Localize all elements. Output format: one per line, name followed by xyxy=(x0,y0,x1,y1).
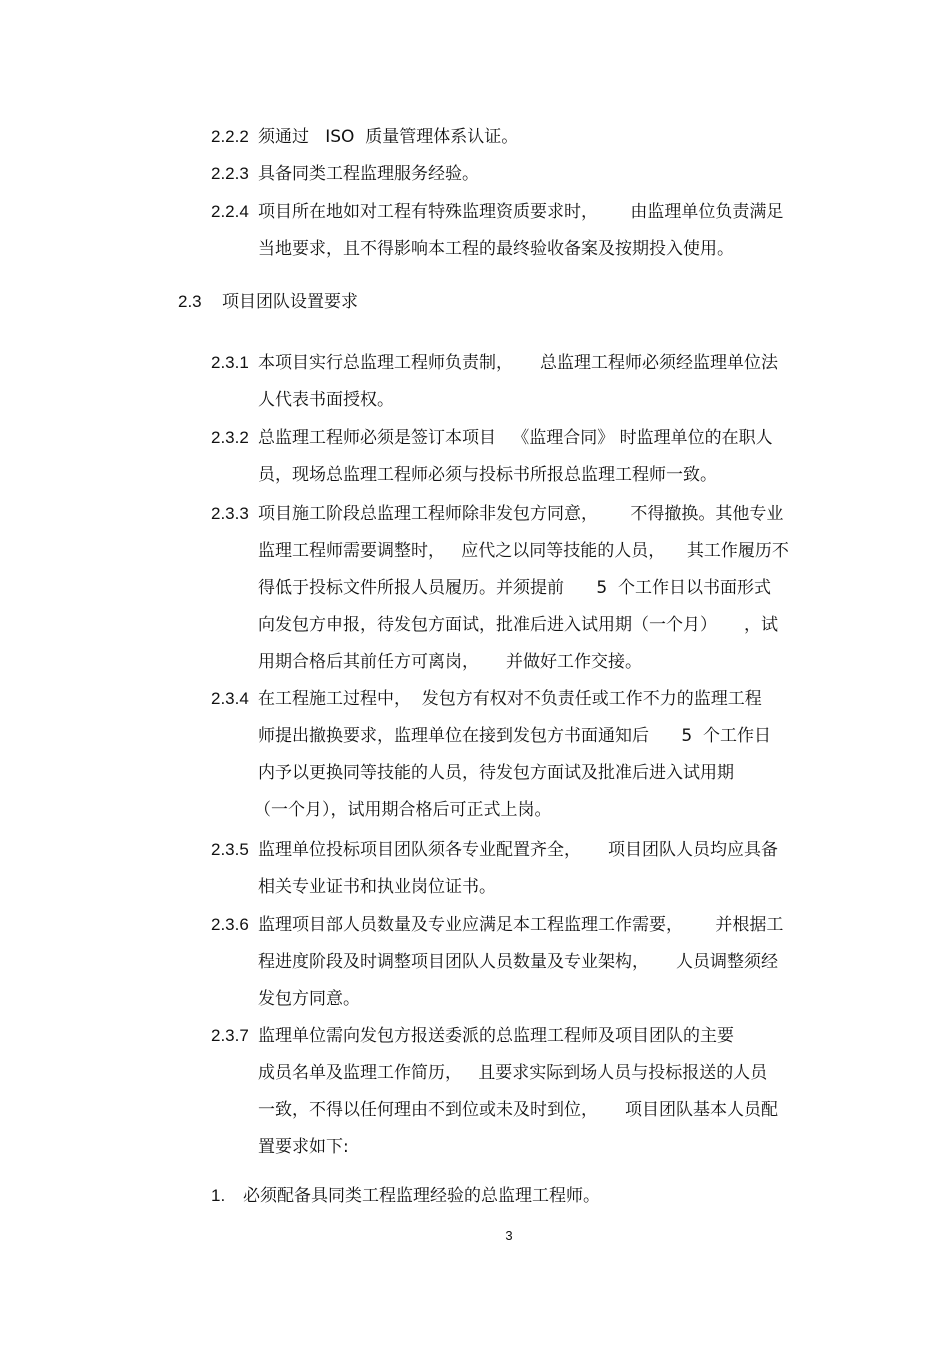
clause-number: 2.2.2 xyxy=(211,127,249,146)
clause-number: 2.3.5 xyxy=(211,840,249,859)
clause-line: 师提出撤换要求，监理单位在接到发包方书面通知后 5 个工作日 xyxy=(258,726,772,746)
clause-line: 在工程施工过程中， 发包方有权对不负责任或工作不力的监理工程 xyxy=(258,689,762,709)
clause-number: 2.3.3 xyxy=(211,504,249,523)
list-line: 必须配备具同类工程监理经验的总监理工程师。 xyxy=(243,1186,600,1206)
clause-line: 置要求如下: xyxy=(258,1137,349,1157)
clause-line: 监理工程师需要调整时， 应代之以同等技能的人员， 其工作履历不 xyxy=(258,541,789,561)
clause-number: 2.3.2 xyxy=(211,428,249,447)
section-title: 项目团队设置要求 xyxy=(222,292,358,312)
clause-line: 程进度阶段及时调整项目团队人员数量及专业架构， 人员调整须经 xyxy=(258,952,779,972)
clause-line: 项目施工阶段总监理工程师除非发包方同意， 不得撤换。其他专业 xyxy=(258,504,784,524)
clause-line: （一个月），试用期合格后可正式上岗。 xyxy=(254,800,552,820)
clause-line: 监理项目部人员数量及专业应满足本工程监理工作需要， 并根据工 xyxy=(258,915,784,935)
clause-number: 2.3.4 xyxy=(211,689,249,708)
clause-number: 2.2.4 xyxy=(211,202,249,221)
clause-line: 当地要求，且不得影响本工程的最终验收备案及按期投入使用。 xyxy=(258,239,734,259)
clause-line: 具备同类工程监理服务经验。 xyxy=(258,164,479,184)
page-number: 3 xyxy=(505,1228,513,1243)
list-number: 1. xyxy=(211,1186,226,1205)
clause-line: 得低于投标文件所报人员履历。并须提前 5 个工作日以书面形式 xyxy=(258,578,772,598)
clause-line: 一致，不得以任何理由不到位或未及时到位， 项目团队基本人员配 xyxy=(258,1100,779,1120)
clause-line: 须通过 ISO 质量管理体系认证。 xyxy=(258,127,519,147)
clause-line: 相关专业证书和执业岗位证书。 xyxy=(258,877,496,897)
clause-line: 用期合格后其前任方可离岗， 并做好工作交接。 xyxy=(258,652,643,672)
clause-line: 向发包方申报，待发包方面试，批准后进入试用期（一个月） ，试 xyxy=(258,615,779,635)
clause-line: 成员名单及监理工作简历， 且要求实际到场人员与投标报送的人员 xyxy=(258,1063,768,1083)
clause-number: 2.2.3 xyxy=(211,164,249,183)
section-number: 2.3 xyxy=(178,292,202,311)
clause-number: 2.3.6 xyxy=(211,915,249,934)
clause-line: 本项目实行总监理工程师负责制， 总监理工程师必须经监理单位法 xyxy=(258,353,779,373)
clause-line: 人代表书面授权。 xyxy=(258,390,394,410)
clause-number: 2.3.1 xyxy=(211,353,249,372)
clause-number: 2.3.7 xyxy=(211,1026,249,1045)
clause-line: 监理单位投标项目团队须各专业配置齐全， 项目团队人员均应具备 xyxy=(258,840,779,860)
clause-line: 总监理工程师必须是签订本项目 《监理合同》 时监理单位的在职人 xyxy=(258,428,773,448)
clause-line: 发包方同意。 xyxy=(258,989,360,1009)
clause-line: 员，现场总监理工程师必须与投标书所报总监理工程师一致。 xyxy=(258,465,717,485)
clause-line: 内予以更换同等技能的人员，待发包方面试及批准后进入试用期 xyxy=(258,763,734,783)
clause-line: 监理单位需向发包方报送委派的总监理工程师及项目团队的主要 xyxy=(258,1026,734,1046)
clause-line: 项目所在地如对工程有特殊监理资质要求时， 由监理单位负责满足 xyxy=(258,202,784,222)
